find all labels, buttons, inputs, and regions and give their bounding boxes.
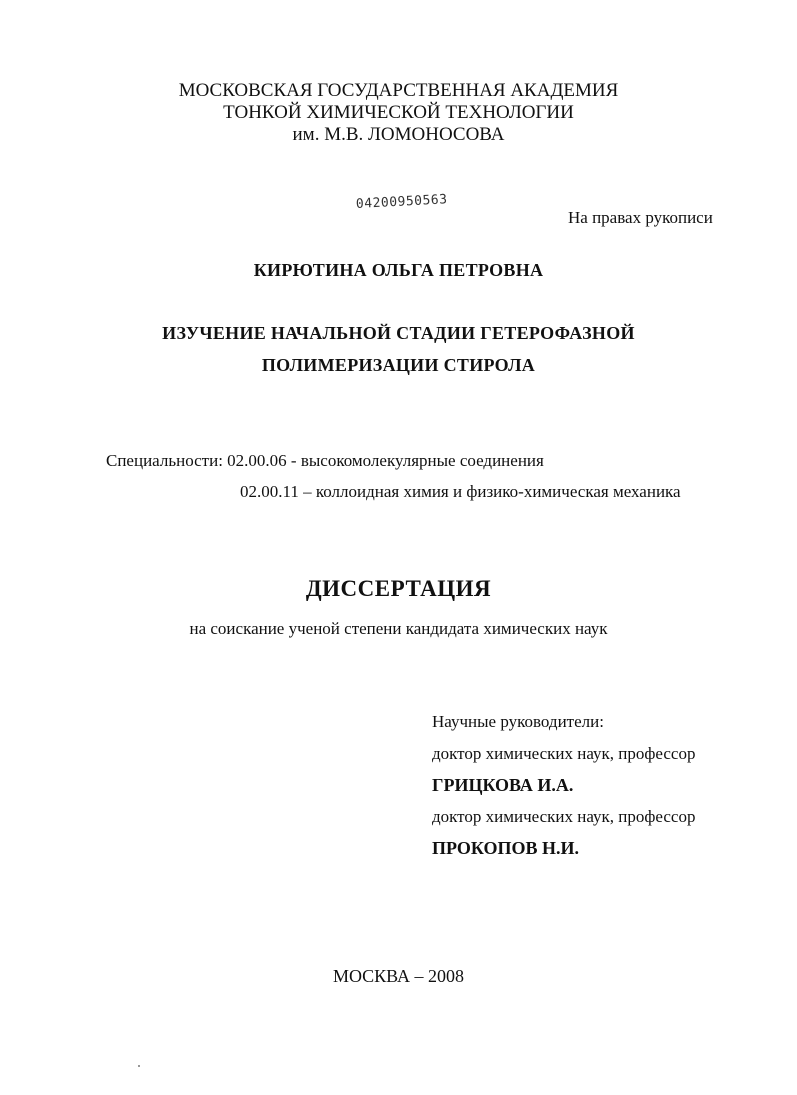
thesis-title-line-1: ИЗУЧЕНИЕ НАЧАЛЬНОЙ СТАДИИ ГЕТЕРОФАЗНОЙ bbox=[162, 323, 635, 343]
rights-notice: На правах рукописи bbox=[568, 208, 713, 227]
supervisor-1-name: ГРИЦКОВА И.А. bbox=[432, 775, 574, 795]
institution-line-2: ТОНКОЙ ХИМИЧЕСКОЙ ТЕХНОЛОГИИ bbox=[223, 102, 574, 123]
thesis-title-line-2: ПОЛИМЕРИЗАЦИИ СТИРОЛА bbox=[261, 355, 536, 375]
degree-description: на соискание ученой степени кандидата химических наук bbox=[189, 619, 608, 638]
supervisor-1-title: доктор химических наук, профессор bbox=[432, 744, 696, 763]
institution-line-3: им. М.В. ЛОМОНОСОВА bbox=[292, 124, 505, 145]
supervisor-2-name: ПРОКОПОВ Н.И. bbox=[432, 838, 580, 858]
institution-line-1: МОСКОВСКАЯ ГОСУДАРСТВЕННАЯ АКАДЕМИЯ bbox=[178, 80, 619, 101]
supervisors-heading: Научные руководители: bbox=[432, 712, 604, 731]
author-name: КИРЮТИНА ОЛЬГА ПЕТРОВНА bbox=[253, 260, 544, 280]
scan-speck bbox=[138, 1065, 140, 1067]
library-stamp-number: 04200950563 bbox=[355, 192, 448, 212]
city-year: МОСКВА – 2008 bbox=[332, 966, 465, 986]
document-type: ДИССЕРТАЦИЯ bbox=[305, 576, 492, 601]
specialty-line-1: Специальности: 02.00.06 - высокомолекулярные соединения bbox=[106, 451, 544, 470]
specialty-line-2: 02.00.11 – коллоидная химия и физико-химическая механика bbox=[240, 482, 681, 501]
supervisor-2-title: доктор химических наук, профессор bbox=[432, 807, 696, 826]
